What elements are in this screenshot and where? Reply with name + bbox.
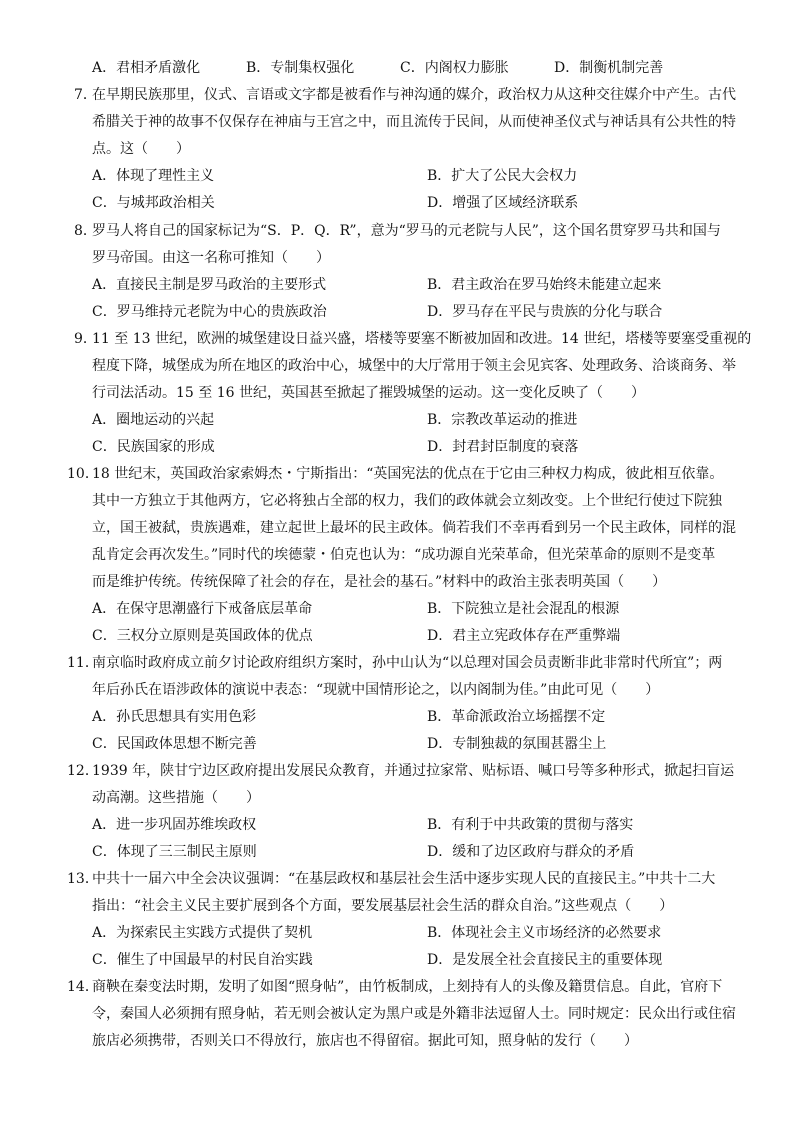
option-b: B．体现社会主义市场经济的必然要求 xyxy=(427,925,662,941)
option-c: C．三权分立原则是英国政体的优点 xyxy=(92,628,313,644)
option-a: A．在保守思潮盛行下戒备底层革命 xyxy=(92,601,313,617)
q6-option-a: A．君相矛盾激化 xyxy=(92,60,201,76)
option-d: D．是发展全社会直接民主的重要体现 xyxy=(427,952,663,968)
question-number: 11． xyxy=(67,655,99,671)
question-text-line: 11 至 13 世纪，欧洲的城堡建设日益兴盛，塔楼等要塞不断被加固和改进。14 世纪，塔楼等要塞受重视的 xyxy=(92,331,752,347)
question-text-line: 罗马帝国。由这一名称可推知（ ） xyxy=(92,250,330,266)
question-number: 12． xyxy=(67,763,99,779)
q6-option-d: D．制衡机制完善 xyxy=(554,60,664,76)
question-text-line: 指出：“社会主义民主要扩展到各个方面，要发展基层社会生活的群众自治。”这些观点（ ） xyxy=(92,898,674,914)
question-text-line: 在早期民族那里，仪式、言语或文字都是被看作与神沟通的媒介，政治权力从这种交往媒介中产生。古代 xyxy=(92,87,736,103)
question-text-line: 而是维护传统。传统保障了社会的存在，是社会的基石。”材料中的政治主张表明英国（ ） xyxy=(92,574,667,590)
question-text-line: 希腊关于神的故事不仅保存在神庙与王宫之中，而且流传于民间，从而使神圣仪式与神话具有公共性的特 xyxy=(92,114,736,130)
question-number: 8． xyxy=(74,223,97,239)
option-b: B．有利于中共政策的贯彻与落实 xyxy=(427,817,634,833)
option-d: D．专制独裁的氛围甚嚣尘上 xyxy=(427,736,607,752)
question-number: 14． xyxy=(67,979,99,995)
option-d: D．缓和了边区政府与群众的矛盾 xyxy=(427,844,635,860)
question-number: 7． xyxy=(74,87,97,103)
question-number: 13． xyxy=(67,871,99,887)
question-number: 9． xyxy=(74,331,97,347)
question-text-line: 程度下降，城堡成为所在地区的政治中心，城堡中的大厅常用于领主会见宾客、处理政务、洽谈商务、举 xyxy=(92,358,736,374)
option-b: B．君主政治在罗马始终未能建立起来 xyxy=(427,277,662,293)
option-a: A．孙氏思想具有实用色彩 xyxy=(92,709,257,725)
option-c: C．民国政体思想不断完善 xyxy=(92,736,257,752)
option-a: A．圈地运动的兴起 xyxy=(92,412,215,428)
option-c: C．体现了三三制民主原则 xyxy=(92,844,257,860)
option-a: A．体现了理性主义 xyxy=(92,168,215,184)
option-c: C．民族国家的形成 xyxy=(92,439,215,455)
option-a: A．直接民主制是罗马政治的主要形式 xyxy=(92,277,327,293)
question-text-line: 行司法活动。15 至 16 世纪，英国甚至掀起了摧毁城堡的运动。这一变化反映了（ ） xyxy=(92,385,645,401)
question-text-line: 乱肯定会再次发生。”同时代的埃德蒙・伯克也认为：“成功源自光荣革命，但光荣革命的原则不是变革 xyxy=(92,547,716,563)
question-text-line: 动高潮。这些措施（ ） xyxy=(92,790,260,806)
option-b: B．下院独立是社会混乱的根源 xyxy=(427,601,620,617)
option-c: C．与城邦政治相关 xyxy=(92,195,215,211)
question-text-line: 南京临时政府成立前夕讨论政府组织方案时，孙中山认为“以总理对国会员责断非此非常时代所宜”；两 xyxy=(92,655,723,671)
option-b: B．革命派政治立场摇摆不定 xyxy=(427,709,606,725)
option-b: B．宗教改革运动的推进 xyxy=(427,412,578,428)
question-number: 10． xyxy=(67,466,99,482)
question-text-line: 罗马人将自己的国家标记为“S．P．Q．R”，意为“罗马的元老院与人民”，这个国名贯穿罗马共和国与 xyxy=(92,223,721,239)
question-text-line: 18 世纪末，英国政治家索姆杰・宁斯指出：“英国宪法的优点在于它由三种权力构成，彼此相互依靠。 xyxy=(92,466,724,482)
question-text-line: 年后孙氏在语涉政体的演说中表态：“现就中国情形论之，以内阁制为佳。”由此可见（ ） xyxy=(92,682,660,698)
question-text-line: 旅店必须携带，否则关口不得放行，旅店也不得留宿。据此可知，照身帖的发行（ ） xyxy=(92,1033,638,1049)
option-d: D．增强了区域经济联系 xyxy=(427,195,579,211)
question-text-line: 中共十一届六中全会决议强调：“在基层政权和基层社会生活中逐步实现人民的直接民主。”中共十二大 xyxy=(92,871,716,887)
question-text-line: 其中一方独立于其他两方，它必将独占全部的权力，我们的政体就会立刻改变。上个世纪行使过下院独 xyxy=(92,493,722,509)
q6-options xyxy=(92,55,732,82)
question-text-line: 1939 年，陕甘宁边区政府提出发展民众教育，并通过拉家常、贴标语、喊口号等多种形式，掀起扫盲运 xyxy=(92,763,735,779)
question-text-line: 商鞅在秦变法时期，发明了如图“照身帖”，由竹板制成，上刻持有人的头像及籍贯信息。自此，官府下 xyxy=(92,979,723,995)
question-text-line: 点。这（ ） xyxy=(92,141,190,157)
option-a: A．为探索民主实践方式提供了契机 xyxy=(92,925,313,941)
q6-option-b: B．专制集权强化 xyxy=(246,60,355,76)
option-d: D．罗马存在平民与贵族的分化与联合 xyxy=(427,304,663,320)
option-c: C．催生了中国最早的村民自治实践 xyxy=(92,952,313,968)
q6-option-c: C．内阁权力膨胀 xyxy=(400,60,509,76)
option-b: B．扩大了公民大会权力 xyxy=(427,168,578,184)
option-a: A．进一步巩固苏维埃政权 xyxy=(92,817,257,833)
question-text-line: 立，国王被弑，贵族遇难，建立起世上最坏的民主政体。倘若我们不幸再看到另一个民主政体，同样的混 xyxy=(92,520,736,536)
option-c: C．罗马维持元老院为中心的贵族政治 xyxy=(92,304,327,320)
question-text-line: 令，秦国人必须拥有照身帖，若无则会被认定为黑户或是外籍非法逗留人士。同时规定：民众出行或住宿 xyxy=(92,1006,736,1022)
option-d: D．封君封臣制度的衰落 xyxy=(427,439,579,455)
option-d: D．君主立宪政体存在严重弊端 xyxy=(427,628,621,644)
